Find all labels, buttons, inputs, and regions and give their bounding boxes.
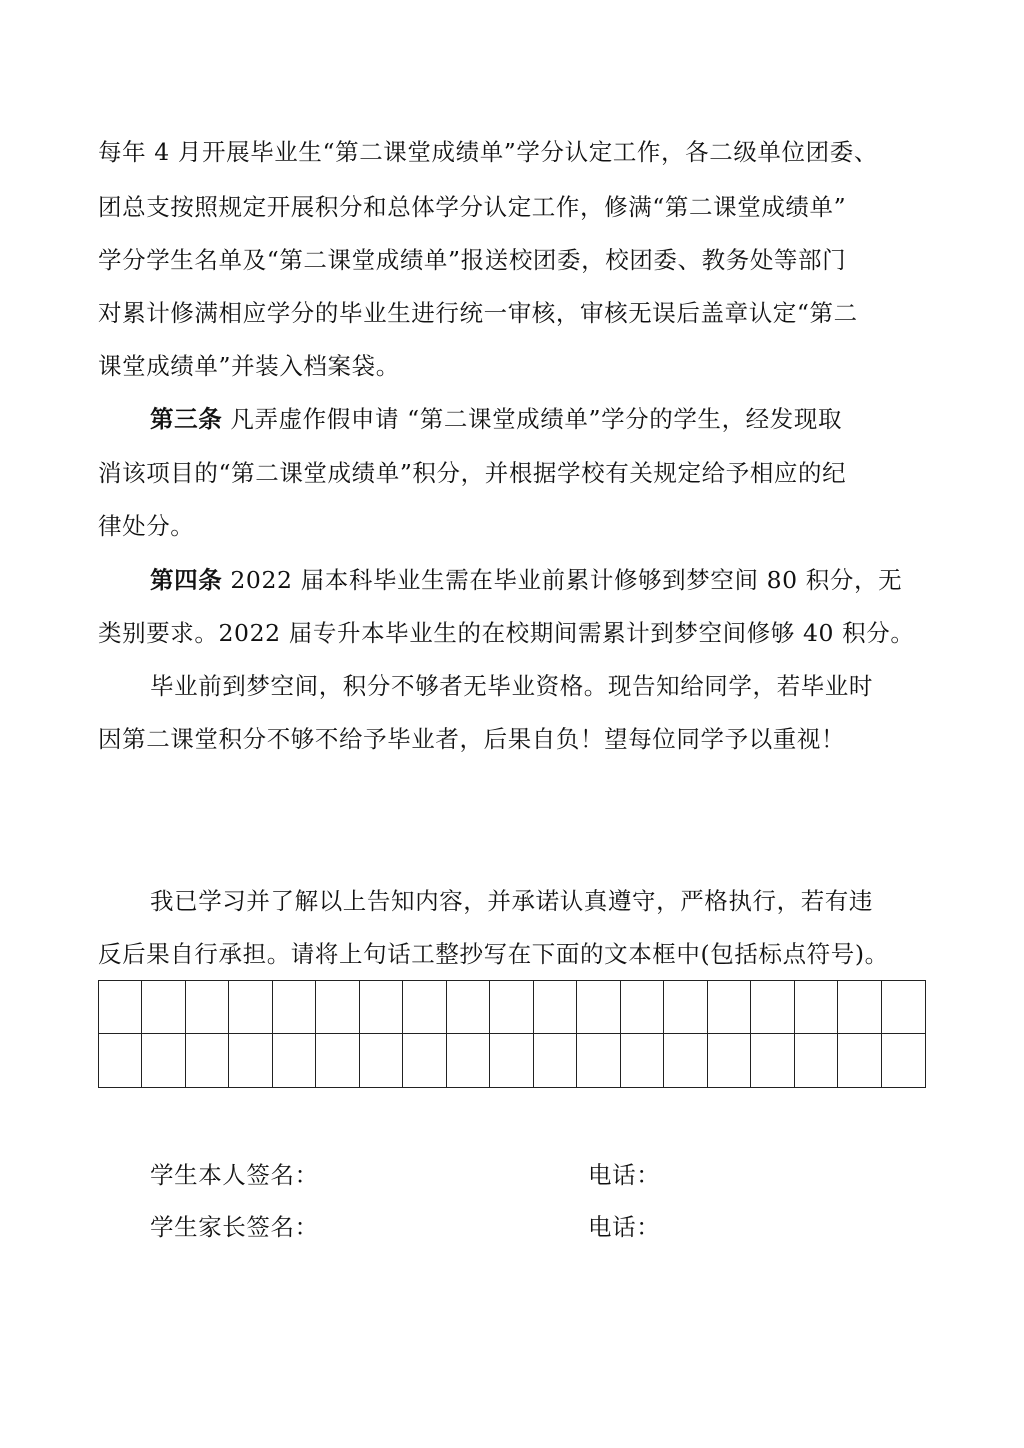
article-3-label: 第三条 xyxy=(150,405,223,433)
grid-cell[interactable] xyxy=(708,981,751,1034)
paragraph-line: 每年 4 月开展毕业生“第二课堂成绩单”学分认定工作，各二级单位团委、 xyxy=(98,138,878,166)
grid-cell[interactable] xyxy=(664,981,707,1034)
grid-cell[interactable] xyxy=(186,981,229,1034)
grid-cell[interactable] xyxy=(186,1034,229,1087)
grid-cell[interactable] xyxy=(621,1034,664,1087)
article-4-text: 2022 届本科毕业生需在毕业前累计修够到梦空间 80 积分，无 xyxy=(222,566,903,594)
parent-phone-label: 电话： xyxy=(588,1213,661,1241)
grid-cell[interactable] xyxy=(490,981,533,1034)
grid-cell[interactable] xyxy=(447,981,490,1034)
grid-cell[interactable] xyxy=(403,981,446,1034)
grid-cell[interactable] xyxy=(229,981,272,1034)
grid-cell[interactable] xyxy=(577,981,620,1034)
grid-cell[interactable] xyxy=(534,1034,577,1087)
grid-cell[interactable] xyxy=(621,981,664,1034)
paragraph-line: 团总支按照规定开展积分和总体学分认定工作，修满“第二课堂成绩单” xyxy=(98,193,847,221)
copy-text-grid[interactable] xyxy=(98,980,926,1088)
pledge-line: 反后果自行承担。请将上句话工整抄写在下面的文本框中(包括标点符号)。 xyxy=(98,940,889,968)
grid-cell[interactable] xyxy=(273,1034,316,1087)
grid-cell[interactable] xyxy=(795,981,838,1034)
parent-signature-label: 学生家长签名： xyxy=(150,1213,319,1241)
grid-cell[interactable] xyxy=(882,981,925,1034)
grid-cell[interactable] xyxy=(751,981,794,1034)
paragraph-line: 学分学生名单及“第二课堂成绩单”报送校团委，校团委、教务处等部门 xyxy=(98,246,847,274)
grid-cell[interactable] xyxy=(664,1034,707,1087)
article-4-label: 第四条 xyxy=(150,566,223,594)
grid-cell[interactable] xyxy=(99,981,142,1034)
student-phone-label: 电话： xyxy=(588,1161,661,1189)
student-signature-label: 学生本人签名： xyxy=(150,1161,319,1189)
grid-cell[interactable] xyxy=(273,981,316,1034)
grid-cell[interactable] xyxy=(447,1034,490,1087)
grid-cell[interactable] xyxy=(490,1034,533,1087)
paragraph-line: 类别要求。2022 届专升本毕业生的在校期间需累计到梦空间修够 40 积分。 xyxy=(98,619,915,647)
paragraph-line: 对累计修满相应学分的毕业生进行统一审核，审核无误后盖章认定“第二 xyxy=(98,299,858,327)
grid-cell[interactable] xyxy=(795,1034,838,1087)
pledge-line: 我已学习并了解以上告知内容，并承诺认真遵守，严格执行，若有违 xyxy=(150,887,873,915)
grid-cell[interactable] xyxy=(838,981,881,1034)
grid-cell[interactable] xyxy=(838,1034,881,1087)
grid-cell[interactable] xyxy=(403,1034,446,1087)
grid-cell[interactable] xyxy=(229,1034,272,1087)
paragraph-line: 消该项目的“第二课堂成绩单”积分，并根据学校有关规定给予相应的纪 xyxy=(98,459,847,487)
grid-cell[interactable] xyxy=(99,1034,142,1087)
grid-cell[interactable] xyxy=(360,981,403,1034)
grid-cell[interactable] xyxy=(708,1034,751,1087)
grid-cell[interactable] xyxy=(316,981,359,1034)
article-3-line xyxy=(150,402,928,436)
paragraph-line: 律处分。 xyxy=(98,512,195,540)
article-4-line xyxy=(150,563,928,597)
notice-line: 因第二课堂积分不够不给予毕业者，后果自负！望每位同学予以重视！ xyxy=(98,725,846,753)
grid-cell[interactable] xyxy=(577,1034,620,1087)
grid-cell[interactable] xyxy=(142,1034,185,1087)
notice-line: 毕业前到梦空间，积分不够者无毕业资格。现告知给同学，若毕业时 xyxy=(150,672,873,700)
grid-cell[interactable] xyxy=(751,1034,794,1087)
grid-cell[interactable] xyxy=(360,1034,403,1087)
grid-cell[interactable] xyxy=(882,1034,925,1087)
grid-cell[interactable] xyxy=(316,1034,359,1087)
grid-cell[interactable] xyxy=(142,981,185,1034)
grid-cell[interactable] xyxy=(534,981,577,1034)
paragraph-line: 课堂成绩单”并装入档案袋。 xyxy=(98,352,400,380)
article-3-text: 凡弄虚作假申请 “第二课堂成绩单”学分的学生，经发现取 xyxy=(222,405,843,433)
